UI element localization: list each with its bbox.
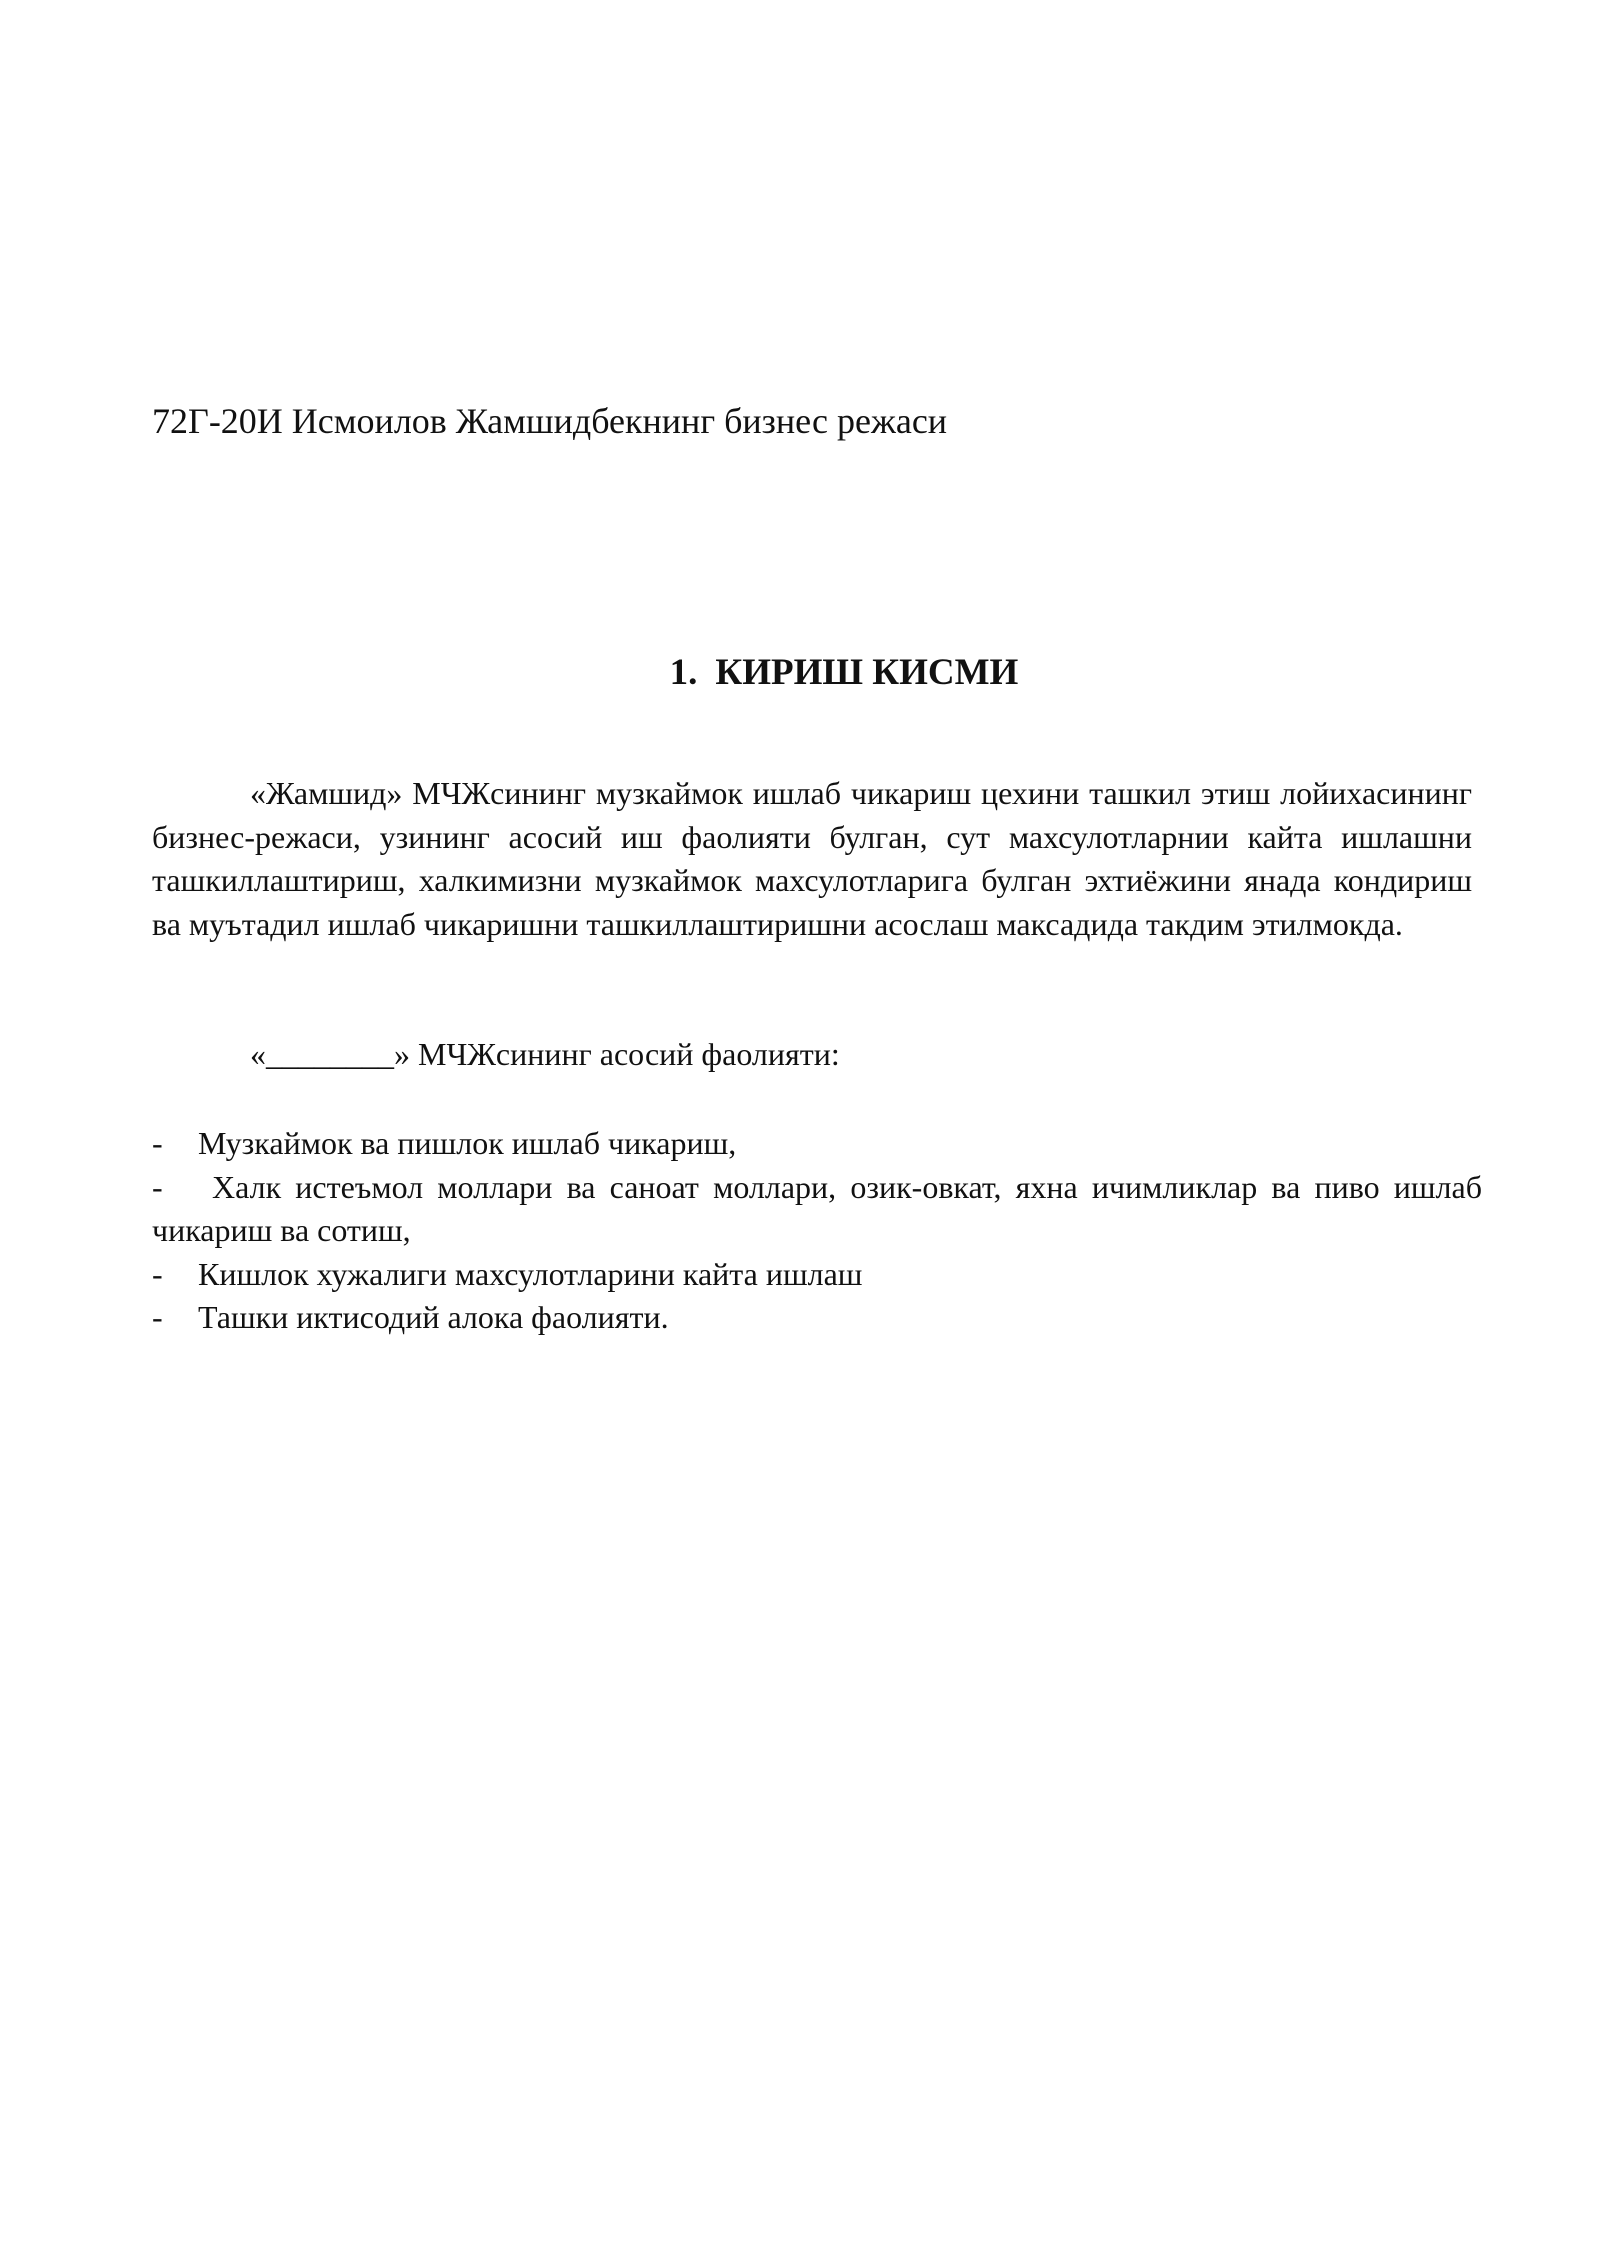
list-item-text: Музкаймок ва пишлок ишлаб чикариш,	[198, 1125, 737, 1161]
list-item	[152, 1122, 1482, 1166]
activities-label: «________» МЧЖсининг асосий фаолияти:	[250, 1036, 840, 1072]
list-dash: -	[152, 1168, 163, 1205]
intro-paragraph: «Жамшид» МЧЖсининг музкаймок ишлаб чикариш цехини ташкил этиш лойихасининг бизнес-режаси, узининг асосий иш фаолияти булган, сут махсулотларнии кайта ишлашни ташкиллаштириш, халкимизни музкаймок махсулотларига булган эхтиёжини янада кондириш ва муътадил ишлаб чикаришни ташкиллаштиришни асослаш максадида такдим этилмокда.	[152, 775, 1472, 942]
list-dash: -	[152, 1299, 163, 1335]
list-item-text: Кишлок хужалиги махсулотларини кайта ишлаш	[198, 1255, 863, 1292]
list-item	[152, 1166, 1482, 1253]
section-heading-text: КИРИШ КИСМИ	[715, 652, 1019, 693]
document-title: 72Г-20И Исмоилов Жамшидбекнинг бизнес режаси	[152, 401, 948, 441]
section-heading	[0, 650, 1600, 696]
list-item	[152, 1296, 1482, 1340]
list-item-text: Ташки иктисодий алока фаолияти.	[198, 1299, 669, 1335]
section-number: 1.	[669, 652, 698, 693]
list-item	[152, 1253, 1482, 1297]
list-item-text: Халк истеъмол моллари ва саноат моллари, озик-овкат, яхна ичимликлар ва пиво ишлаб чикариш ва сотиш,	[152, 1168, 1482, 1248]
list-dash: -	[152, 1125, 163, 1161]
activities-list	[152, 1122, 1482, 1340]
list-dash: -	[152, 1255, 163, 1292]
